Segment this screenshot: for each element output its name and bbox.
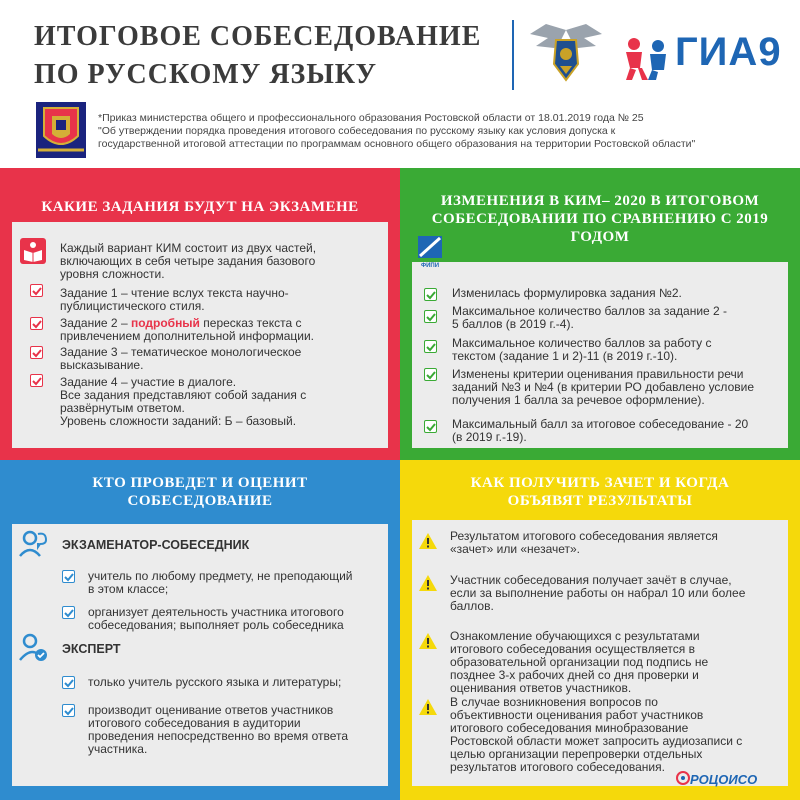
task-4-line-1: Задание 4 – участие в диалоге. (60, 375, 237, 389)
change-4-line-1: Изменены критерии оценивания правильности речи (452, 367, 744, 381)
task-2-line-2: привлечением дополнительной информации. (60, 329, 314, 343)
expert-icon (18, 632, 48, 662)
order-line-3: государственной итоговой аттестации по программам основного общего образования на территории Ростовской области" (98, 138, 696, 150)
task-4-line-3: развёрнутым ответом. (60, 401, 185, 415)
result-4-line-3: итогового собеседования минобразование (450, 721, 689, 735)
check-icon (424, 288, 437, 301)
result-4 (450, 696, 742, 774)
changes-title-line-3: ГОДОМ (570, 229, 630, 245)
expert-duty-2-line-4: участника. (88, 742, 148, 756)
task-1-line-1: Задание 1 – чтение вслух текста научно- (60, 286, 289, 300)
interlocutor-duty-2-line-2: собеседования; выполняет роль собеседника (88, 618, 344, 632)
change-3-line-2: текстом (задание 1 и 2)-11 (в 2019 г.-10). (452, 349, 678, 363)
change-1: Изменилась формулировка задания №2. (452, 286, 682, 300)
check-icon (424, 310, 437, 323)
change-4-line-3: получения 1 балла за речевое оформление). (452, 393, 705, 407)
results-title-line-1: КАК ПОЛУЧИТЬ ЗАЧЕТ И КОГДА (470, 475, 730, 491)
task-4 (60, 376, 306, 428)
changes-title-line-2: СОБЕСЕДОВАНИИ ПО СРАВНЕНИЮ С 2019 (431, 211, 769, 227)
examiners-title-line-2: СОБЕСЕДОВАНИЕ (127, 493, 273, 509)
result-3-line-4: позднее 3-х рабочих дней со дня проверки и (450, 668, 699, 682)
fipi-logo (418, 236, 442, 269)
change-2-line-2: 5 баллов (в 2019 г.-4). (452, 317, 574, 331)
interlocutor-duty-2-line-1: организует деятельность участника итогового (88, 605, 344, 619)
task-1-line-2: публицистического стиля. (60, 299, 205, 313)
check-icon (424, 420, 437, 433)
interlocutor-duty-1-line-1: учитель по любому предмету, не преподающий (88, 569, 353, 583)
change-5-line-2: (в 2019 г.-19). (452, 430, 527, 444)
order-note (98, 112, 778, 151)
warning-icon (418, 532, 438, 550)
interlocutor-duty-1 (88, 570, 353, 596)
tasks-intro (60, 242, 316, 281)
results-title (420, 474, 780, 510)
check-icon (30, 346, 43, 359)
task-2-suffix: пересказ текста с (199, 316, 302, 330)
result-1 (450, 530, 718, 556)
check-icon (30, 317, 43, 330)
task-4-line-4: Уровень сложности заданий: Б – базовый. (60, 414, 297, 428)
order-line-2: "Об утверждении порядка проведения итогового собеседования по русскому языку как условия допуска к (98, 125, 616, 137)
check-icon (62, 606, 75, 619)
rocoiso-brand: РОЦОИСО (690, 772, 758, 787)
change-4 (452, 368, 754, 407)
check-icon (424, 368, 437, 381)
header-divider (512, 20, 514, 90)
result-2-line-2: если за выполнение работы он набрал 10 или более (450, 586, 746, 600)
warning-icon (418, 698, 438, 716)
result-3-line-3: образовательной организации под подпись не (450, 655, 709, 669)
rosobrnadzor-emblem-icon (526, 20, 606, 90)
interlocutor-icon (18, 528, 48, 558)
expert-duty-1: только учитель русского языка и литературы; (88, 675, 342, 689)
warning-icon (418, 574, 438, 592)
result-4-line-1: В случае возникновения вопросов по (450, 695, 658, 709)
coat-of-arms-icon (34, 100, 88, 160)
check-icon (62, 676, 75, 689)
examiners-title (20, 474, 380, 510)
task-3-line-1: Задание 3 – тематическое монологическое (60, 345, 302, 359)
result-2 (450, 574, 745, 613)
result-2-line-1: Участник собеседования получает зачёт в случае, (450, 573, 732, 587)
role-expert: ЭКСПЕРТ (62, 642, 121, 656)
result-3-line-2: итогового собеседования осуществляется в (450, 642, 695, 656)
change-5 (452, 418, 748, 444)
change-3 (452, 337, 711, 363)
fipi-label: ФИПИ (420, 263, 440, 269)
task-3-line-2: высказывание. (60, 358, 144, 372)
expert-duty-2-line-1: производит оценивание ответов участников (88, 703, 334, 717)
task-3 (60, 346, 301, 372)
check-icon (62, 704, 75, 717)
result-4-line-2: объективности оценивания работ участников (450, 708, 704, 722)
results-title-line-2: ОБЪЯВЯТ РЕЗУЛЬТАТЫ (507, 493, 693, 509)
result-2-line-3: баллов. (450, 599, 494, 613)
task-4-line-2: Все задания представляют собой задания с (60, 388, 307, 402)
task-2-highlight: подробный (130, 316, 200, 330)
tasks-intro-line-1: Каждый вариант КИМ состоит из двух частей, (60, 241, 317, 255)
task-2 (60, 317, 314, 343)
check-icon (424, 340, 437, 353)
change-5-line-1: Максимальный балл за итоговое собеседование - 20 (452, 417, 749, 431)
tasks-title: КАКИЕ ЗАДАНИЯ БУДУТ НА ЭКЗАМЕНЕ (41, 199, 359, 215)
task-2-prefix: Задание 2 – (60, 316, 131, 330)
rocoiso-logo-icon (676, 770, 690, 786)
interlocutor-duty-1-line-2: в этом классе; (88, 582, 169, 596)
check-icon (62, 570, 75, 583)
page-title (34, 18, 481, 94)
tasks-intro-line-3: уровня сложности. (60, 267, 165, 281)
result-1-line-1: Результатом итогового собеседования является (450, 529, 718, 543)
warning-icon (418, 632, 438, 650)
result-3-line-5: оценивания ответов участников. (450, 681, 632, 695)
task-1 (60, 287, 289, 313)
expert-duty-2-line-2: итогового собеседования в аудитории (88, 716, 301, 730)
order-line-1: *Приказ министерства общего и профессионального образования Ростовской области от 18.01.2019 года № 25 (98, 112, 644, 124)
tasks-intro-line-2: включающих в себя четыре задания базового (60, 254, 316, 268)
gia-logo-text: ГИА9 (675, 30, 782, 74)
fipi-logo-icon (418, 236, 442, 258)
role-interlocutor: ЭКЗАМЕНАТОР-СОБЕСЕДНИК (62, 538, 250, 552)
changes-title (420, 192, 780, 246)
change-2 (452, 305, 727, 331)
change-2-line-1: Максимальное количество баллов за задание 2 - (452, 304, 728, 318)
expert-duty-2-line-3: проведения непосредственно во время ответа (88, 729, 349, 743)
result-4-line-6: результатов итогового собеседования. (450, 760, 665, 774)
change-3-line-1: Максимальное количество баллов за работу с (452, 336, 712, 350)
result-4-line-4: Ростовской области может запросить аудиозаписи с (450, 734, 743, 748)
result-4-line-5: целью организации перепроверки отдельных (450, 747, 703, 761)
interlocutor-duty-2 (88, 606, 344, 632)
title-line-1: ИТОГОВОЕ СОБЕСЕДОВАНИЕ (34, 21, 482, 52)
reader-book-icon (20, 238, 46, 264)
examiners-title-line-1: КТО ПРОВЕДЕТ И ОЦЕНИТ (92, 475, 308, 491)
result-3-line-1: Ознакомление обучающихся с результатами (450, 629, 700, 643)
check-icon (30, 374, 43, 387)
result-3 (450, 630, 708, 695)
expert-duty-2 (88, 704, 348, 756)
change-4-line-2: заданий №3 и №4 (в критерии РО добавлено условие (452, 380, 754, 394)
check-icon (30, 284, 43, 297)
changes-title-line-1: ИЗМЕНЕНИЯ В КИМ– 2020 В ИТОГОВОМ (440, 193, 760, 209)
title-line-2: ПО РУССКОМУ ЯЗЫКУ (34, 59, 378, 90)
header (0, 0, 800, 168)
result-1-line-2: «зачет» или «незачет». (450, 542, 581, 556)
